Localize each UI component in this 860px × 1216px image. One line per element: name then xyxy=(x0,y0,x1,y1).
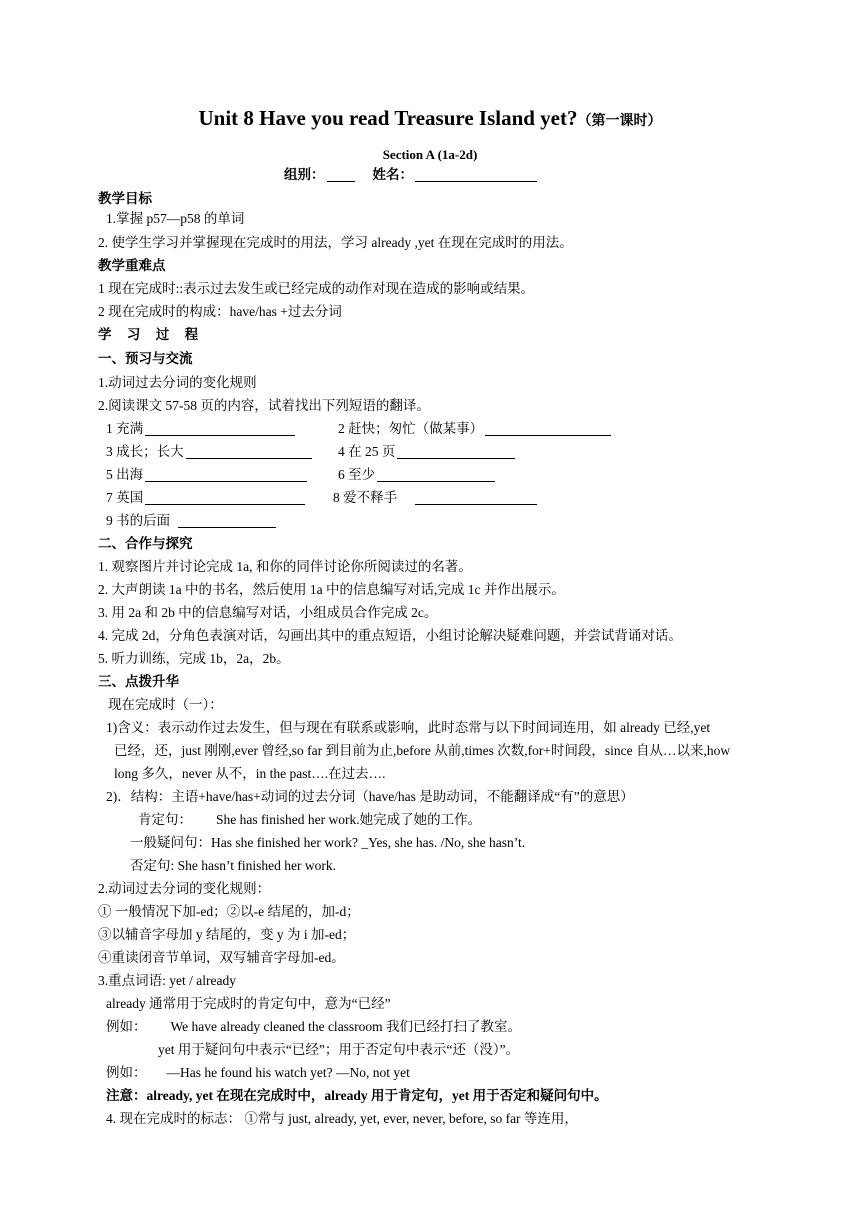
document-title xyxy=(0,108,860,129)
part1-heading: 一、预习与交流 xyxy=(98,351,193,366)
phrase-item: 7 英国 xyxy=(106,491,307,505)
question-line: 一般疑问句：Has she finished her work? _Yes, she has. /No, she hasn’t. xyxy=(130,835,526,850)
structure-line: 2)．结构：主语+have/has+动词的过去分词（have/has 是助动词，不能翻译成“有”的意思） xyxy=(106,789,634,804)
key-point-item: 1 现在完成时::表示过去发生或已经完成的动作对现在造成的影响或结果。 xyxy=(98,281,535,296)
name-label: 姓名： xyxy=(372,167,413,182)
title-main: Unit 8 Have you read Treasure Island yet? xyxy=(198,106,578,130)
rules-heading: 2.动词过去分词的变化规则： xyxy=(98,881,271,896)
part2-item: 5. 听力训练，完成 1b，2a，2b。 xyxy=(98,651,290,666)
negative-line: 否定句: She hasn’t finished her work. xyxy=(130,858,336,873)
part2-item: 1. 观察图片并讨论完成 1a, 和你的同伴讨论你所阅读过的名著。 xyxy=(98,559,472,574)
group-label: 组别： xyxy=(284,167,325,182)
part2-item: 3. 用 2a 和 2b 中的信息编写对话，小组成员合作完成 2c。 xyxy=(98,605,438,620)
affirmative-line: 肯定句： She has finished her work.她完成了她的工作。 xyxy=(138,812,482,827)
part2-item: 2. 大声朗读 1a 中的书名，然后使用 1a 中的信息编写对话,完成 1c 并作出展示。 xyxy=(98,582,565,597)
part1-line: 1.动词过去分词的变化规则 xyxy=(98,375,257,390)
objectives-heading: 教学目标 xyxy=(98,191,152,206)
example-line: 例如： —Has he found his watch yet? —No, not yet xyxy=(106,1065,410,1080)
phrase-item: 6 至少 xyxy=(338,468,497,482)
yet-line: yet 用于疑问句中表示“已经”；用于否定句中表示“还（没）”。 xyxy=(158,1042,520,1057)
part1-line: 2.阅读课文 57-58 页的内容，试着找出下列短语的翻译。 xyxy=(98,398,430,413)
phrase-item: 1 充满 xyxy=(106,422,297,436)
rule-item: ④重读闭音节单词，双写辅音字母加-ed。 xyxy=(98,950,345,965)
part2-heading: 二、合作与探究 xyxy=(98,536,193,551)
meaning-line: long 多久，never 从不，in the past….在过去…. xyxy=(114,766,386,781)
process-heading: 学 习 过 程 xyxy=(98,327,205,342)
phrase-item: 5 出海 xyxy=(106,468,309,482)
meaning-line: 已经，还，just 刚刚,ever 曾经,so far 到目前为止,before 从前,times 次数,for+时间段，since 自从…以来,how xyxy=(114,743,731,758)
title-suffix: （第一课时） xyxy=(577,114,662,129)
phrase-item: 4 在 25 页 xyxy=(338,445,517,459)
already-line: already 通常用于完成时的肯定句中，意为“已经” xyxy=(106,996,391,1011)
part2-item: 4. 完成 2d，分角色表演对话，勾画出其中的重点短语，小组讨论解决疑难问题，并尝试背诵对话。 xyxy=(98,628,682,643)
rule-item: ③以辅音字母加 y 结尾的，变 y 为 i 加-ed； xyxy=(98,927,356,942)
rule-item: ① 一般情况下加-ed；②以-e 结尾的，加-d； xyxy=(98,904,360,919)
note-line: 注意：already, yet 在现在完成时中，already 用于肯定句，yet 用于否定和疑问句中。 xyxy=(106,1088,608,1103)
phrase-item: 2 赶快；匆忙（做某事） xyxy=(338,422,613,436)
section-label: Section A (1a-2d) xyxy=(382,147,478,162)
meaning-line: 1)含义：表示动作过去发生，但与现在有联系或影响，此时态常与以下时间词连用，如 already 已经,yet xyxy=(106,720,711,735)
phrase-item: 9 书的后面 xyxy=(106,514,278,528)
keywords-heading: 3.重点词语: yet / already xyxy=(98,973,236,988)
objective-item: 2. 使学生学习并掌握现在完成时的用法，学习 already ,yet 在现在完成时的用法。 xyxy=(98,235,573,250)
example-line: 例如： We have already cleaned the classroom 我们已经打扫了教室。 xyxy=(106,1019,522,1034)
phrase-item: 8 爱不释手 xyxy=(333,491,539,505)
signs-line: 4. 现在完成时的标志： ①常与 just, already, yet, ever, never, before, so far 等连用， xyxy=(106,1111,578,1126)
group-name-line xyxy=(284,168,539,182)
part3-heading: 三、点拨升华 xyxy=(98,674,179,689)
part3-subheading: 现在完成时（一）： xyxy=(108,697,223,712)
objective-item: 1.掌握 p57—p58 的单词 xyxy=(106,211,245,226)
key-point-item: 2 现在完成时的构成：have/has +过去分词 xyxy=(98,304,342,319)
group-blank xyxy=(327,180,355,182)
name-blank xyxy=(415,180,537,182)
key-points-heading: 教学重难点 xyxy=(98,258,166,273)
phrase-item: 3 成长；长大 xyxy=(106,445,314,459)
